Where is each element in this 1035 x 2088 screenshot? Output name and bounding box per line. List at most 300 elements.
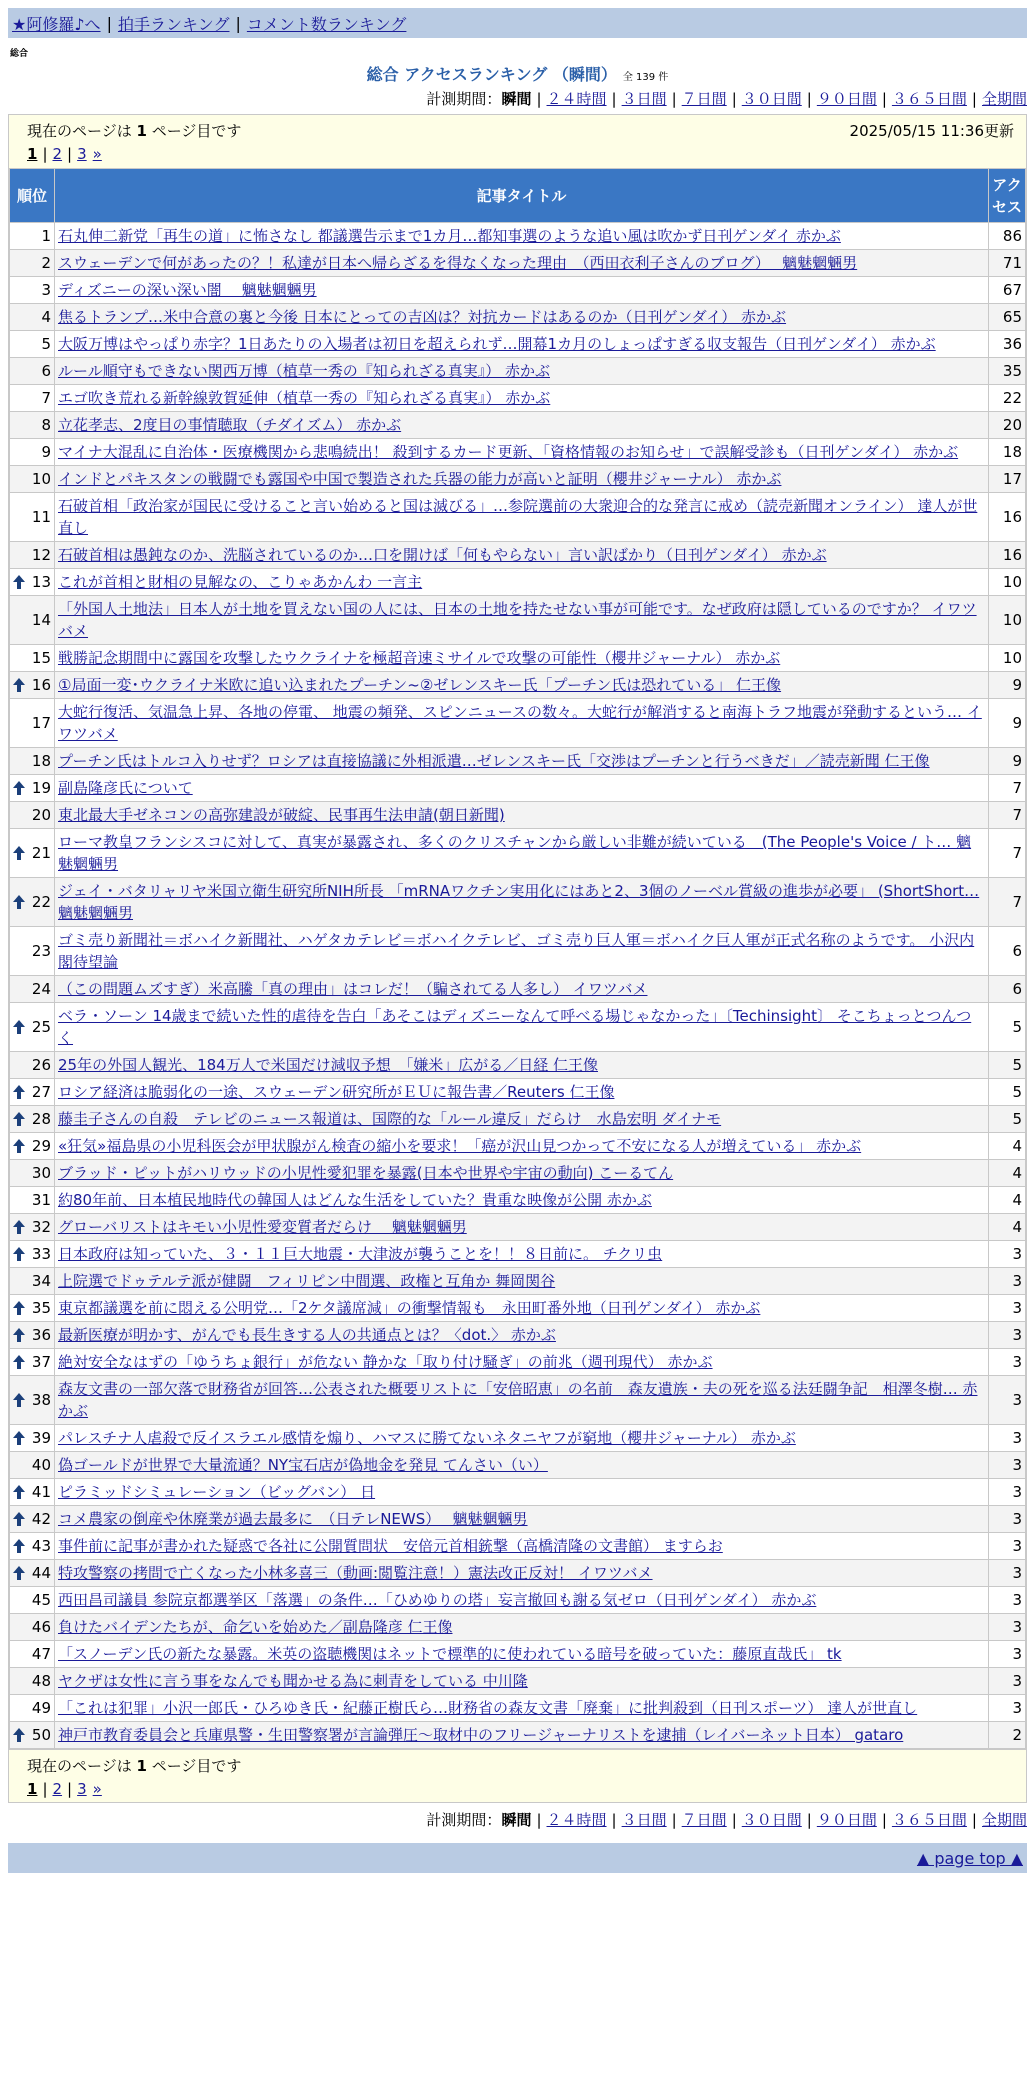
pager-status-line (27, 118, 1014, 142)
rank-up-arrow-icon (13, 1431, 25, 1445)
period-separator: | (881, 1811, 887, 1829)
rank-cell (10, 1160, 55, 1187)
table-row (10, 1133, 1026, 1160)
access-count: 3 (989, 1695, 1026, 1722)
title-cell (55, 250, 989, 277)
table-row (10, 1560, 1026, 1587)
article-title-link[interactable]: ベラ・ソーン 14歳まで続いた性的虐待を告白「あそこはディズニーなんて呼べる場じゃなかった」〔Techinsight〕 そこちょっとつんつく (58, 1007, 972, 1047)
rank-cell (10, 1695, 55, 1722)
table-row (10, 385, 1026, 412)
access-count: 86 (989, 223, 1026, 250)
rank-cell (10, 878, 55, 927)
title-cell (55, 1003, 989, 1052)
title-cell (55, 1614, 989, 1641)
article-title-link[interactable]: ディズニーの深い深い闇 魑魅魍魎男 (58, 281, 317, 299)
title-cell (55, 1425, 989, 1452)
rank-number: 35 (31, 1299, 51, 1317)
article-title-link[interactable]: 約80年前、日本植民地時代の韓国人はどんな生活をしていた？貴重な映像が公開 赤かぶ (58, 1191, 652, 1209)
access-count: 65 (989, 304, 1026, 331)
access-count: 16 (989, 493, 1026, 542)
article-title-link[interactable]: パレスチナ人虐殺で反イスラエル感情を煽り、ハマスに勝てないネタニヤフが窮地（櫻井ジャーナル） 赤かぶ (58, 1429, 796, 1447)
pager-status-page: 1 (136, 121, 147, 140)
period-link[interactable]: ９０日間 (816, 90, 877, 108)
article-title-link[interactable]: マイナ大混乱に自治体・医療機関から悲鳴続出！ 殺到するカード更新、「資格情報のお知らせ」で誤解受診も（日刊ゲンダイ） 赤かぶ (58, 443, 959, 461)
table-row (10, 1241, 1026, 1268)
nav-link-asyura[interactable]: ★阿修羅♪へ (12, 14, 101, 34)
article-title-link[interactable]: 「これは犯罪」小沢一郎氏・ひろゆき氏・紀藤正樹氏ら…財務省の森友文書「廃棄」に批判殺到（日刊スポーツ） 達人が世直し (58, 1699, 918, 1717)
title-cell (55, 331, 989, 358)
pager-status-page: 1 (136, 1756, 147, 1775)
article-title-link[interactable]: 副島隆彦氏について (58, 779, 193, 797)
pager-page-link[interactable]: 2 (52, 145, 63, 163)
rank-cell (10, 1322, 55, 1349)
access-count: 3 (989, 1268, 1026, 1295)
access-count: 36 (989, 331, 1026, 358)
footer-bar (8, 1843, 1027, 1873)
title-cell (55, 1322, 989, 1349)
pager-next-link[interactable]: » (92, 1780, 102, 1798)
article-title-link[interactable]: 藤圭子さんの自殺 テレビのニュース報道は、国際的な「ルール違反」だらけ 水島宏明 ダイナモ (58, 1110, 722, 1128)
rank-number: 49 (31, 1699, 51, 1717)
period-separator: | (731, 90, 737, 108)
rank-cell (10, 1376, 55, 1425)
period-link[interactable]: ３０日間 (741, 90, 802, 108)
title-cell (55, 976, 989, 1003)
table-row (10, 1425, 1026, 1452)
period-link[interactable]: 全期間 (981, 90, 1027, 108)
period-current: 瞬間 (501, 90, 532, 108)
table-row (10, 569, 1026, 596)
period-link[interactable]: ３０日間 (741, 1811, 802, 1829)
rank-up-arrow-icon (13, 1085, 25, 1099)
pager-status (27, 120, 241, 141)
period-link[interactable]: ３日間 (621, 1811, 667, 1829)
rank-cell (10, 596, 55, 645)
title-cell (55, 878, 989, 927)
table-row (10, 277, 1026, 304)
rank-cell (10, 1079, 55, 1106)
rank-number: 15 (31, 649, 51, 667)
article-title-link[interactable]: ローマ教皇フランシスコに対して、真実が暴露され、多くのクリスチャンから厳しい非難が続いている (The People's Voice / ト… 魑魅魍魎男 (58, 833, 972, 873)
rank-cell (10, 277, 55, 304)
rank-cell (10, 439, 55, 466)
period-link[interactable]: ７日間 (681, 1811, 727, 1829)
title-cell (55, 466, 989, 493)
total-count: 全 139 件 (622, 72, 669, 83)
rank-number: 36 (31, 1326, 51, 1344)
page-title: 総合 アクセスランキング （瞬間） (366, 65, 617, 84)
rank-number: 6 (41, 362, 51, 380)
pager-next-link[interactable]: » (92, 145, 102, 163)
rank-number: 33 (31, 1245, 51, 1263)
period-link[interactable]: ３６５日間 (891, 90, 967, 108)
pager-current-page: 1 (27, 145, 38, 163)
rank-cell (10, 1349, 55, 1376)
table-row (10, 358, 1026, 385)
rank-number: 1 (41, 227, 51, 245)
table-row (10, 466, 1026, 493)
pager-page-link[interactable]: 3 (77, 145, 87, 163)
access-count: 3 (989, 1425, 1026, 1452)
article-title-link[interactable]: 最新医療が明かす、がんでも長生きする人の共通点とは？〈dot.〉 赤かぶ (58, 1326, 556, 1344)
header-access: アクセス (989, 169, 1026, 223)
access-count: 67 (989, 277, 1026, 304)
access-count: 4 (989, 1187, 1026, 1214)
pager-separator: | (42, 1780, 48, 1798)
article-title-link[interactable]: ブラッド・ピットがハリウッドの小児性愛犯罪を暴露(日本や世界や宇宙の動向) こーるてん (58, 1164, 674, 1182)
nav-link-clap-ranking[interactable]: 拍手ランキング (117, 14, 230, 34)
pager-separator: | (67, 145, 73, 163)
access-count: 10 (989, 569, 1026, 596)
title-cell (55, 1268, 989, 1295)
access-count: 4 (989, 1160, 1026, 1187)
rank-number: 12 (31, 546, 51, 564)
rank-cell (10, 250, 55, 277)
period-separator: | (671, 90, 677, 108)
title-cell (55, 439, 989, 466)
rank-cell (10, 1241, 55, 1268)
article-title-link[interactable]: ゴミ売り新聞社＝ボハイク新聞社、ハゲタカテレビ＝ボハイクテレビ、ゴミ売り巨人軍＝ボハイク巨人軍が正式名称のようです。 小沢内閣待望論 (58, 931, 975, 971)
access-count: 7 (989, 775, 1026, 802)
rank-cell (10, 1560, 55, 1587)
period-link[interactable]: ９０日間 (816, 1811, 877, 1829)
rank-number: 30 (31, 1164, 51, 1182)
title-cell (55, 1349, 989, 1376)
table-row (10, 596, 1026, 645)
period-link[interactable]: ７日間 (681, 90, 727, 108)
rank-cell (10, 927, 55, 976)
rank-number: 39 (31, 1429, 51, 1447)
article-title-link[interactable]: コメ農家の倒産や休廃業が過去最多に （日テレNEWS） 魑魅魍魎男 (58, 1510, 528, 1528)
rank-number: 45 (31, 1591, 51, 1609)
rank-up-arrow-icon (13, 1112, 25, 1126)
article-title-link[interactable]: 負けたバイデンたちが、命乞いを始めた／副島隆彦 仁王像 (58, 1618, 453, 1636)
article-title-link[interactable]: ①局面一変･ウクライナ米欧に追い込まれたプーチン~②ゼレンスキー氏「プーチン氏は恐れている」 仁王像 (58, 676, 782, 694)
article-title-link[interactable]: 東北最大手ゼネコンの高弥建設が破綻、民事再生法申請(朝日新聞) (58, 806, 505, 824)
rank-cell (10, 1003, 55, 1052)
rank-cell (10, 569, 55, 596)
rank-number: 2 (41, 254, 51, 272)
access-count: 6 (989, 927, 1026, 976)
rank-cell (10, 1614, 55, 1641)
table-row (10, 878, 1026, 927)
access-count: 17 (989, 466, 1026, 493)
period-link[interactable]: 全期間 (981, 1811, 1027, 1829)
table-row (10, 1079, 1026, 1106)
table-row (10, 1668, 1026, 1695)
rank-up-arrow-icon (13, 1355, 25, 1369)
rank-number: 20 (31, 806, 51, 824)
article-title-link[interactable]: ロシア経済は脆弱化の一途、スウェーデン研究所がＥＵに報告書／Reuters 仁王像 (58, 1083, 615, 1101)
title-cell (55, 829, 989, 878)
rank-cell (10, 1452, 55, 1479)
period-separator: | (536, 90, 542, 108)
title-cell (55, 1133, 989, 1160)
table-row (10, 223, 1026, 250)
rank-up-arrow-icon (13, 1566, 25, 1580)
rank-number: 8 (41, 416, 51, 434)
title-cell (55, 493, 989, 542)
article-title-link[interactable]: インドとパキスタンの戦闘でも露国や中国で製造された兵器の能力が高いと証明（櫻井ジャーナル） 赤かぶ (58, 470, 782, 488)
title-cell (55, 1695, 989, 1722)
table-row (10, 748, 1026, 775)
rank-number: 10 (31, 470, 51, 488)
rank-cell (10, 1052, 55, 1079)
article-title-link[interactable]: これが首相と財相の見解なの、こりゃあかんわ 一言主 (58, 573, 423, 591)
article-title-link[interactable]: ピラミッドシミュレーション（ビッグバン） 日 (58, 1483, 376, 1501)
article-title-link[interactable]: «狂気»福島県の小児科医会が甲状腺がん検査の縮小を要求！「癌が沢山見つかって不安になる人が増えている」 赤かぶ (58, 1137, 862, 1155)
article-title-link[interactable]: 東京都議選を前に悶える公明党…「2ケタ議席減」の衝撃情報も 永田町番外地（日刊ゲンダイ） 赤かぶ (58, 1299, 761, 1317)
period-separator: | (971, 90, 977, 108)
table-row (10, 699, 1026, 748)
updated-timestamp: 2025/05/15 11:36更新 (849, 121, 1014, 140)
title-cell (55, 1641, 989, 1668)
article-title-link[interactable]: （この問題ムズすぎ）米高騰「真の理由」はコレだ！（騙されてる人多し） イワツバメ (58, 980, 648, 998)
ranking-frame (8, 114, 1027, 1803)
rank-number: 46 (31, 1618, 51, 1636)
rank-number: 5 (41, 335, 51, 353)
article-title-link[interactable]: 絶対安全なはずの「ゆうちょ銀行」が危ない 静かな「取り付け騒ぎ」の前兆（週刊現代） 赤かぶ (58, 1353, 713, 1371)
top-nav-bar (8, 8, 1027, 38)
title-cell (55, 1479, 989, 1506)
rank-cell (10, 358, 55, 385)
period-separator: | (806, 1811, 812, 1829)
title-cell (55, 1295, 989, 1322)
rank-cell (10, 1106, 55, 1133)
rank-number: 19 (31, 779, 51, 797)
header-rank: 順位 (10, 169, 55, 223)
period-link[interactable]: ２４時間 (546, 1811, 607, 1829)
rank-number: 7 (41, 389, 51, 407)
access-count: 5 (989, 1003, 1026, 1052)
pager-page-link[interactable]: 2 (52, 1780, 63, 1798)
rank-cell (10, 1533, 55, 1560)
table-row (10, 1587, 1026, 1614)
rank-cell (10, 829, 55, 878)
table-row (10, 1003, 1026, 1052)
rank-cell (10, 672, 55, 699)
access-count: 2 (989, 1722, 1026, 1749)
title-cell (55, 1106, 989, 1133)
access-count: 9 (989, 672, 1026, 699)
access-count: 3 (989, 1614, 1026, 1641)
pager-page-link[interactable]: 3 (77, 1780, 87, 1798)
rank-cell (10, 645, 55, 672)
article-title-link[interactable]: エゴ吹き荒れる新幹線敦賀延伸（植草一秀の『知られざる真実』） 赤かぶ (58, 389, 551, 407)
access-count: 7 (989, 829, 1026, 878)
rank-cell (10, 802, 55, 829)
access-count: 5 (989, 1052, 1026, 1079)
access-count: 35 (989, 358, 1026, 385)
rank-number: 22 (31, 893, 51, 911)
nav-separator: | (106, 13, 112, 33)
article-title-link[interactable]: 西田昌司議員 参院京都選挙区「落選」の条件…「ひめゆりの塔」妄言撤回も謝る気ゼロ（日刊ゲンダイ） 赤かぶ (58, 1591, 817, 1609)
period-label: 計測期間： (426, 90, 502, 108)
pager-links (27, 142, 1014, 166)
title-cell (55, 1452, 989, 1479)
table-row (10, 1452, 1026, 1479)
table-row (10, 1322, 1026, 1349)
title-cell (55, 1722, 989, 1749)
access-count: 71 (989, 250, 1026, 277)
table-row (10, 1160, 1026, 1187)
rank-cell (10, 304, 55, 331)
article-title-link[interactable]: 大阪万博はやっぱり赤字？1日あたりの入場者は初日を超えられず…開幕1カ月のしょっぱすぎる収支報告（日刊ゲンダイ） 赤かぶ (58, 335, 936, 353)
rank-number: 25 (31, 1018, 51, 1036)
rank-cell (10, 1295, 55, 1322)
rank-up-arrow-icon (13, 678, 25, 692)
table-row (10, 1479, 1026, 1506)
title-cell (55, 1187, 989, 1214)
access-count: 18 (989, 439, 1026, 466)
article-title-link[interactable]: 神戸市教育委員会と兵庫県警・生田警察署が言論弾圧～取材中のフリージャーナリストを逮捕（レイバーネット日本） gataro (58, 1726, 904, 1744)
title-cell (55, 1668, 989, 1695)
title-cell (55, 1506, 989, 1533)
article-title-link[interactable]: スウェーデンで何があったの？！私達が日本へ帰らざるを得なくなった理由 （西田衣利子さんのブログ） 魑魅魍魎男 (58, 254, 858, 272)
article-title-link[interactable]: ヤクザは女性に言う事をなんでも聞かせる為に刺青をしている 中川隆 (58, 1672, 528, 1690)
access-count: 3 (989, 1506, 1026, 1533)
article-title-link[interactable]: 特攻警察の拷問で亡くなった小林多喜三（動画:閲覧注意！）憲法改正反対！ イワツバメ (58, 1564, 653, 1582)
access-count: 3 (989, 1349, 1026, 1376)
title-cell (55, 412, 989, 439)
rank-number: 28 (31, 1110, 51, 1128)
access-count: 3 (989, 1452, 1026, 1479)
access-count: 3 (989, 1241, 1026, 1268)
rank-cell (10, 1506, 55, 1533)
ranking-table (9, 168, 1026, 1749)
table-row (10, 1376, 1026, 1425)
pager-separator: | (42, 145, 48, 163)
rank-up-arrow-icon (13, 846, 25, 860)
table-row (10, 672, 1026, 699)
period-link[interactable]: ３日間 (621, 90, 667, 108)
title-cell (55, 385, 989, 412)
rank-cell (10, 331, 55, 358)
table-row (10, 250, 1026, 277)
title-cell (55, 748, 989, 775)
table-row (10, 1214, 1026, 1241)
rank-cell (10, 1722, 55, 1749)
article-title-link[interactable]: 石丸伸二新党「再生の道」に怖さなし 都議選告示まで1カ月…都知事選のような追い風は吹かず日刊ゲンダイ 赤かぶ (58, 227, 841, 245)
rank-number: 44 (31, 1564, 51, 1582)
title-cell (55, 358, 989, 385)
article-title-link[interactable]: 石破首相は愚鈍なのか、洗脳されているのか…口を開けば「何もやらない」言い訳ばかり（日刊ゲンダイ） 赤かぶ (58, 546, 827, 564)
period-current: 瞬間 (501, 1811, 532, 1829)
article-title-link[interactable]: 「外国人土地法」日本人が土地を買えない国の人には、日本の土地を持たせない事が可能です。なぜ政府は隠しているのですか？ イワツバメ (58, 600, 977, 640)
article-title-link[interactable]: 石破首相「政治家が国民に受けること言い始めると国は滅びる」…参院選前の大衆迎合的な発言に戒め（読売新聞オンライン） 達人が世直し (58, 497, 978, 537)
access-count: 9 (989, 748, 1026, 775)
page-top-link[interactable]: ▲ page top ▲ (916, 1848, 1023, 1868)
access-count: 6 (989, 976, 1026, 1003)
article-title-link[interactable]: 25年の外国人観光、184万人で米国だけ減収予想 「嫌米」広がる／日経 仁王像 (58, 1056, 598, 1074)
rank-cell (10, 775, 55, 802)
period-link[interactable]: ２４時間 (546, 90, 607, 108)
title-cell (55, 569, 989, 596)
title-cell (55, 672, 989, 699)
article-title-link[interactable]: 上院選でドゥテルテ派が健闘 フィリピン中間選、政権と互角か 舞岡関谷 (58, 1272, 556, 1290)
rank-cell (10, 1668, 55, 1695)
pager-separator: | (67, 1780, 73, 1798)
table-row (10, 1695, 1026, 1722)
article-title-link[interactable]: 焦るトランプ…米中合意の裏と今後 日本にとっての吉凶は？対抗カードはあるのか（日刊ゲンダイ） 赤かぶ (58, 308, 787, 326)
access-count: 16 (989, 542, 1026, 569)
table-row (10, 1052, 1026, 1079)
table-row (10, 1349, 1026, 1376)
rank-up-arrow-icon (13, 1512, 25, 1526)
period-separator: | (881, 90, 887, 108)
period-link[interactable]: ３６５日間 (891, 1811, 967, 1829)
article-title-link[interactable]: 戦勝記念期間中に露国を攻撃したウクライナを極超音速ミサイルで攻撃の可能性（櫻井ジャーナル） 赤かぶ (58, 649, 781, 667)
article-title-link[interactable]: プーチン氏はトルコ入りせず？ロシアは直接協議に外相派遣…ゼレンスキー氏「交渉はプーチンと行うべきだ」／読売新聞 仁王像 (58, 752, 930, 770)
article-title-link[interactable]: 「スノーデン氏の新たな暴露。米英の盗聴機関はネットで標準的に使われている暗号を破っていた：藤原直哉氏」 tk (58, 1645, 842, 1663)
rank-up-arrow-icon (13, 895, 25, 909)
rank-number: 11 (31, 508, 51, 526)
rank-cell (10, 1268, 55, 1295)
article-title-link[interactable]: 事件前に記事が書かれた疑惑で各社に公開質問状 安倍元首相銃撃（高橋清隆の文書館） ますらお (58, 1537, 723, 1555)
rank-number: 27 (31, 1083, 51, 1101)
title-cell (55, 927, 989, 976)
page-title-row (0, 62, 1035, 84)
header-title: 記事タイトル (55, 169, 989, 223)
rank-up-arrow-icon (13, 1328, 25, 1342)
pager-links (27, 1777, 1014, 1801)
period-separator: | (671, 1811, 677, 1829)
rank-number: 32 (31, 1218, 51, 1236)
period-label: 計測期間： (426, 1811, 502, 1829)
rank-up-arrow-icon (13, 1539, 25, 1553)
article-title-link[interactable]: 日本政府は知っていた、３・１１巨大地震・大津波が襲うことを！！８日前に。 チクリ虫 (58, 1245, 663, 1263)
article-title-link[interactable]: 森友文書の一部欠落で財務省が回答…公表された概要リストに「安倍昭恵」の名前 森友遺族・夫の死を巡る法廷闘争記 相澤冬樹… 赤かぶ (58, 1380, 978, 1420)
rank-number: 37 (31, 1353, 51, 1371)
table-row (10, 1722, 1026, 1749)
article-title-link[interactable]: 偽ゴールドが世界で大量流通？NY宝石店が偽地金を発見 てんさい（い） (58, 1456, 548, 1474)
access-count: 3 (989, 1533, 1026, 1560)
rank-number: 17 (31, 714, 51, 732)
article-title-link[interactable]: グローバリストはキモい小児性愛変質者だらけ 魑魅魍魎男 (58, 1218, 467, 1236)
rank-number: 38 (31, 1391, 51, 1409)
article-title-link[interactable]: 大蛇行復活、気温急上昇、各地の停電、 地震の頻発、スピンニュースの数々。大蛇行が解消すると南海トラフ地震が発動するという… イワツバメ (58, 703, 982, 743)
table-row (10, 412, 1026, 439)
rank-up-arrow-icon (13, 781, 25, 795)
rank-number: 9 (41, 443, 51, 461)
rank-number: 41 (31, 1483, 51, 1501)
title-cell (55, 645, 989, 672)
rank-number: 48 (31, 1672, 51, 1690)
table-row (10, 542, 1026, 569)
period-selector-top (8, 88, 1027, 110)
rank-number: 29 (31, 1137, 51, 1155)
period-selector-bottom (8, 1809, 1027, 1831)
title-cell (55, 223, 989, 250)
nav-separator: | (235, 13, 241, 33)
rank-number: 34 (31, 1272, 51, 1290)
access-count: 10 (989, 596, 1026, 645)
rank-cell (10, 699, 55, 748)
article-title-link[interactable]: 立花孝志、2度目の事情聴取（チダイズム） 赤かぶ (58, 416, 402, 434)
title-cell (55, 699, 989, 748)
article-title-link[interactable]: ルール順守もできない関西万博（植草一秀の『知られざる真実』） 赤かぶ (58, 362, 550, 380)
category-label: 総合 (10, 49, 29, 59)
article-title-link[interactable]: ジェイ・バタリャリヤ米国立衛生研究所NIH所長 「mRNAワクチン実用化にはあと2、3個のノーベル賞級の進歩が必要」 (ShortShort… 魑魅魍魎男 (58, 882, 980, 922)
table-row (10, 976, 1026, 1003)
access-count: 4 (989, 1133, 1026, 1160)
rank-number: 40 (31, 1456, 51, 1474)
nav-link-comment-ranking[interactable]: コメント数ランキング (246, 14, 407, 34)
table-row (10, 1533, 1026, 1560)
access-count: 3 (989, 1560, 1026, 1587)
rank-number: 21 (31, 844, 51, 862)
rank-number: 47 (31, 1645, 51, 1663)
